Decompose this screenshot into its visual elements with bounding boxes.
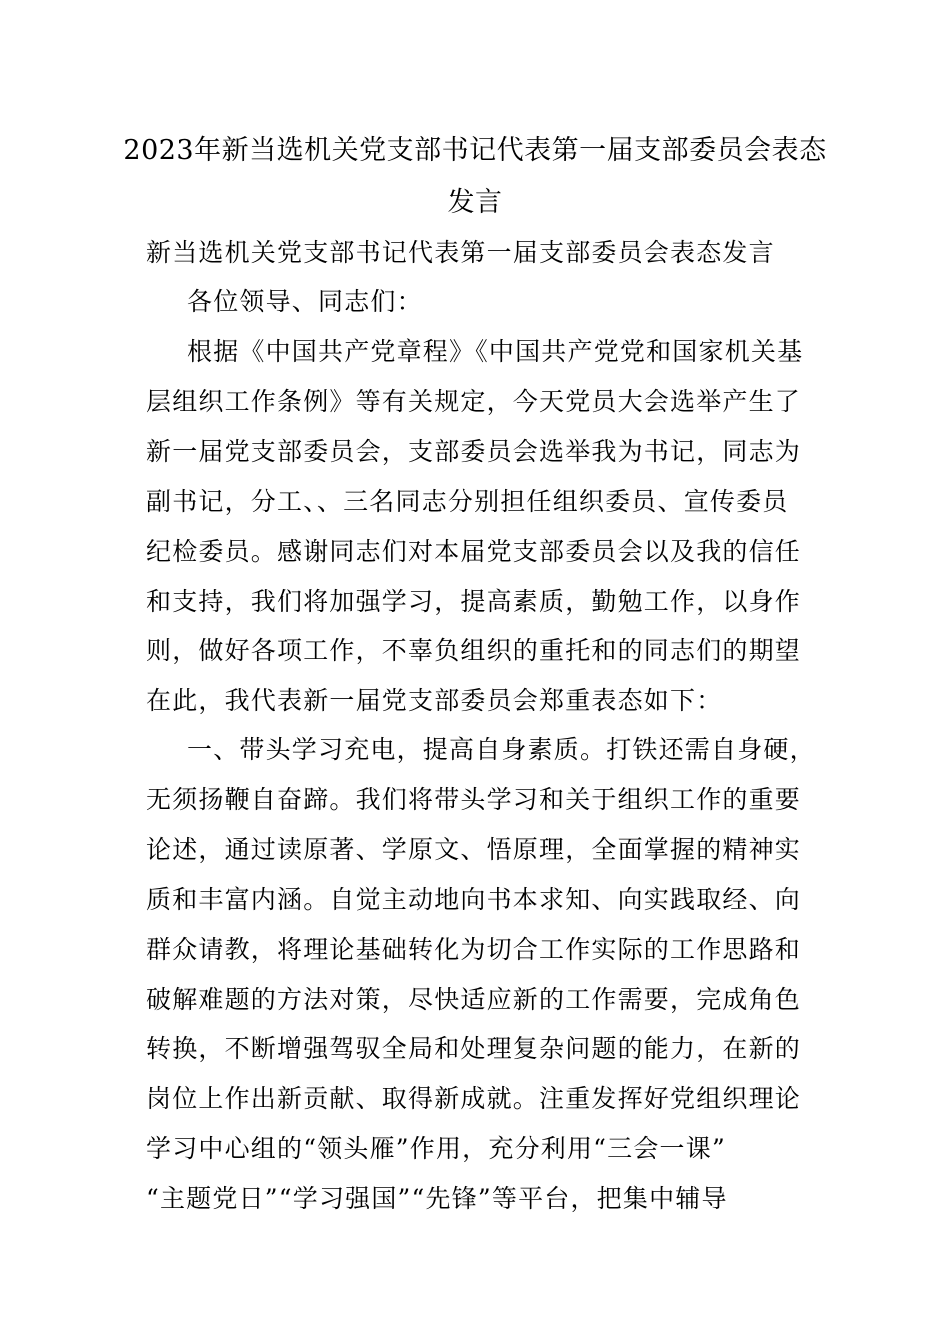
paragraph-2-line: 岗位上作出新贡献、取得新成就。注重发挥好党组织理论 [146,1084,802,1113]
paragraph-1-line: 新一届党支部委员会，支部委员会选举我为书记，同志为 [146,437,802,466]
paragraph-2-line: 破解难题的方法对策，尽快适应新的工作需要，完成角色 [146,985,802,1014]
paragraph-1-line: 和支持，我们将加强学习，提高素质，勤勉工作，以身作 [146,587,802,616]
paragraph-2-line: “主题党日”“学习强国”“先锋”等平台，把集中辅导 [146,1184,728,1213]
salutation: 各位领导、同志们： [187,287,423,316]
paragraph-2-line: 无须扬鞭自奋蹄。我们将带头学习和关于组织工作的重要 [146,785,802,814]
paragraph-1-line: 则，做好各项工作，不辜负组织的重托和的同志们的期望 [146,636,802,665]
paragraph-2-line: 质和丰富内涵。自觉主动地向书本求知、向实践取经、向 [146,885,802,914]
paragraph-2-line: 一、带头学习充电，提高自身素质。打铁还需自身硬， [187,735,816,764]
paragraph-1-line: 副书记，分工、、三名同志分别担任组织委员、宣传委员 [146,487,789,516]
paragraph-1-line: 在此，我代表新一届党支部委员会郑重表态如下： [146,686,723,715]
paragraph-2-line: 转换，不断增强驾驭全局和处理复杂问题的能力，在新的 [146,1034,802,1063]
paragraph-1-line: 层组织工作条例》等有关规定，今天党员大会选举产生了 [146,387,802,416]
paragraph-2-line: 群众请教，将理论基础转化为切合工作实际的工作思路和 [146,935,802,964]
paragraph-1-line: 根据《中国共产党章程》《中国共产党党和国家机关基 [187,337,804,366]
paragraph-2-line: 论述，通过读原著、学原文、悟原理，全面掌握的精神实 [146,835,802,864]
paragraph-1-line: 纪检委员。感谢同志们对本届党支部委员会以及我的信任 [146,537,802,566]
document-title-line-1: 2023年新当选机关党支部书记代表第一届支部委员会表态 [123,135,827,166]
document-title-line-2: 发言 [447,187,503,218]
subtitle: 新当选机关党支部书记代表第一届支部委员会表态发言 [146,238,775,267]
paragraph-2-line: 学习中心组的“领头雁”作用，充分利用“三会一课” [146,1134,726,1163]
